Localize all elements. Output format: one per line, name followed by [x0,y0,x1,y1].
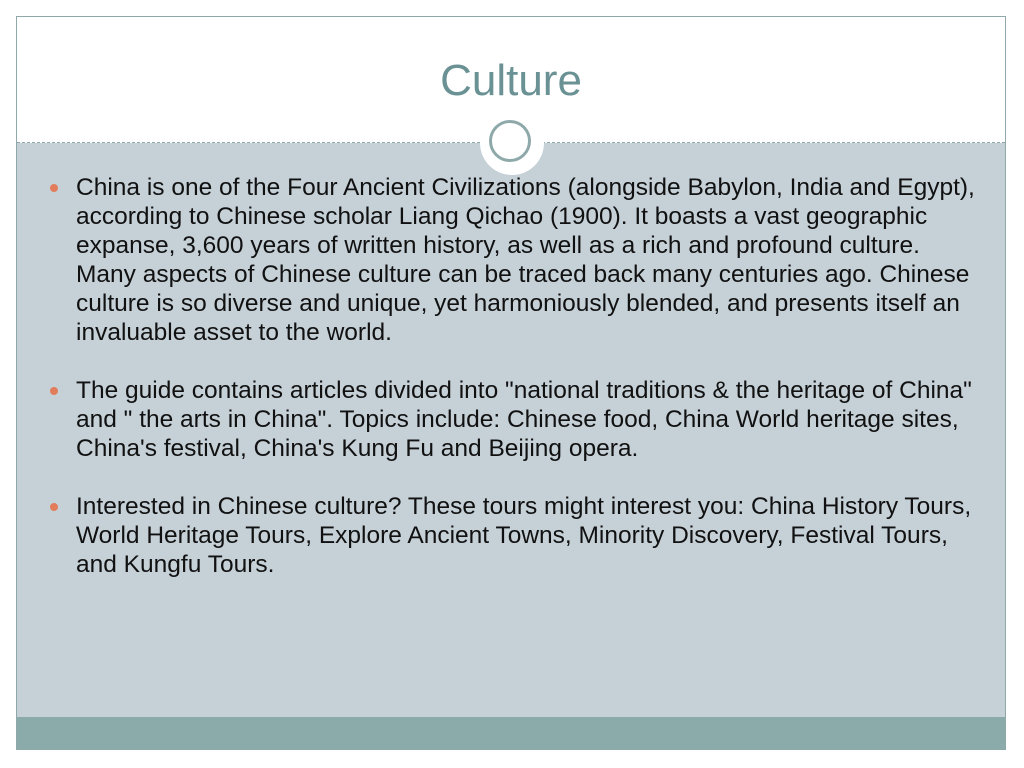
bullet-text: The guide contains articles divided into "national traditions & the heritage of China" and " the arts in China". Topics include: Chinese food, China World heritage sites, China's festival, China's Kung Fu and Beijing opera. [76,377,972,462]
bullet-text: Interested in Chinese culture? These tours might interest you: China History Tours, World Heritage Tours, Explore Ancient Towns, Minority Discovery, Festival Tours, and Kungfu Tours. [76,493,972,578]
bullet-text: China is one of the Four Ancient Civilizations (alongside Babylon, India and Egypt), according to Chinese scholar Liang Qichao (1900). It boasts a vast geographic expanse, 3,600 years of written history, as well as a rich and profound culture. Many aspects of Chinese culture can be traced back many centuries ago. Chinese culture is so diverse and unique, yet harmoniously blended, and presents itself an invaluable asset to the world. [76,174,975,346]
bullet-item [49,492,979,579]
bullet-item [49,376,979,463]
bullet-dot-icon [50,184,58,192]
slide-title: Culture [440,56,582,105]
divider-ring-icon [489,120,531,162]
bullet-item [49,173,979,347]
bullet-list [49,173,979,608]
slide [16,16,1006,750]
footer-bar [17,717,1005,750]
bullet-dot-icon [50,503,58,511]
bullet-dot-icon [50,387,58,395]
